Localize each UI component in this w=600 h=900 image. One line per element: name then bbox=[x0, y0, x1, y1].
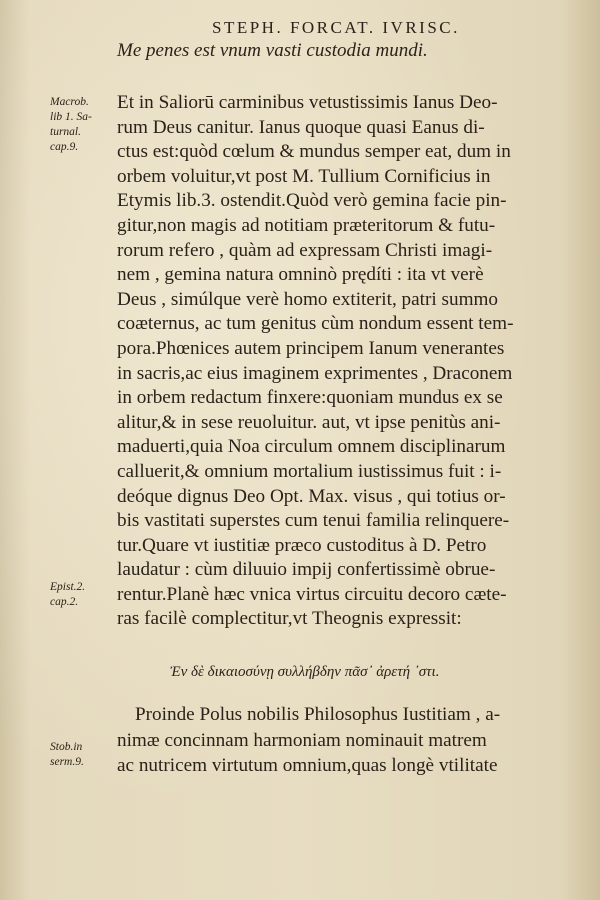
text-line: Et in Saliorū carminibus vetustissimis Ianus Deo- bbox=[117, 92, 498, 113]
text-line: coæternus, ac tum genitus cùm nondum essent tem- bbox=[117, 313, 514, 335]
text-line: Etymis lib.3. ostendit.Quòd verò gemina facie pin- bbox=[117, 190, 507, 212]
text-line: tur.Quare vt iustitiæ præco custoditus à D. Petro bbox=[117, 534, 487, 556]
paragraph-1 bbox=[117, 91, 569, 632]
text-line: maduerti,quia Noa circulum omnem disciplinarum bbox=[117, 436, 506, 458]
text-line: in orbem redactum finxere:quoniam mundus ex se bbox=[117, 387, 503, 409]
margin-note-line: serm.9. bbox=[50, 756, 84, 768]
text-line: rum Deus canitur. Ianus quoque quasi Eanus di- bbox=[117, 116, 485, 138]
margin-note-line: turnal. bbox=[50, 126, 81, 138]
text-line: deóque dignus Deo Opt. Max. visus , qui totius or- bbox=[117, 485, 506, 507]
text-line: Deus , simúlque verè homo extiterit, patri summo bbox=[117, 288, 499, 310]
text-line: in sacris,ac eius imaginem exprimentes , Draconem bbox=[117, 362, 513, 384]
text-line: rorum refero , quàm ad expressam Christi imagi- bbox=[117, 239, 493, 261]
paragraph-2 bbox=[117, 702, 569, 779]
text-line: rentur.Planè hæc vnica virtus circuitu decoro cæte- bbox=[117, 583, 507, 605]
margin-note-line: Epist.2. bbox=[50, 581, 86, 593]
motto: Me penes est vnum vasti custodia mundi. bbox=[117, 40, 428, 61]
text-line: ac nutricem virtutum omnium,quas longè vtilitate bbox=[117, 755, 498, 776]
text-line: orbem voluitur,vt post M. Tullium Cornificius in bbox=[117, 165, 491, 187]
text-line: bis vastitati superstes cum tenui familia relinquere- bbox=[117, 510, 510, 532]
margin-note-line: lib 1. Sa- bbox=[50, 111, 92, 123]
text-line: laudatur : cùm diluuio impij confertissimè obrue- bbox=[117, 559, 496, 581]
text-line: gitur,non magis ad notitiam præteritorum & futu- bbox=[117, 214, 496, 236]
margin-note-epistle bbox=[50, 580, 118, 610]
greek-quote: Ἐν δὲ δικαιοσύνῃ συλλήβδην πᾶσ᾽ ἀρετή ᾽στι. bbox=[170, 664, 440, 680]
margin-note-line: Stob.in bbox=[50, 741, 83, 753]
text-line: ctus est:quòd cœlum & mundus semper eat, dum in bbox=[117, 141, 511, 163]
text-line: Proinde Polus nobilis Philosophus Iustitiam , a- bbox=[135, 704, 501, 725]
margin-note-line: Macrob. bbox=[50, 96, 89, 108]
text-line: calluerit,& omnium mortalium iustissimus fuit : i- bbox=[117, 460, 502, 482]
margin-note-stobaeus bbox=[50, 740, 118, 770]
text-line: alitur,& in sese reuoluitur. aut, vt ipse penitùs ani- bbox=[117, 411, 501, 433]
margin-note-macrobius bbox=[50, 95, 118, 155]
running-head: STEPH. FORCAT. IVRISC. bbox=[212, 18, 460, 37]
text-line: nem , gemina natura omninò prędíti : ita vt verè bbox=[117, 264, 484, 286]
margin-note-line: cap.9. bbox=[50, 141, 79, 153]
text-line: nimæ concinnam harmoniam nominauit matrem bbox=[117, 729, 487, 751]
text-line: pora.Phœnices autem principem Ianum venerantes bbox=[117, 337, 505, 359]
margin-note-line: cap.2. bbox=[50, 596, 79, 608]
text-line: ras facilè complectitur,vt Theognis expressit: bbox=[117, 608, 462, 630]
